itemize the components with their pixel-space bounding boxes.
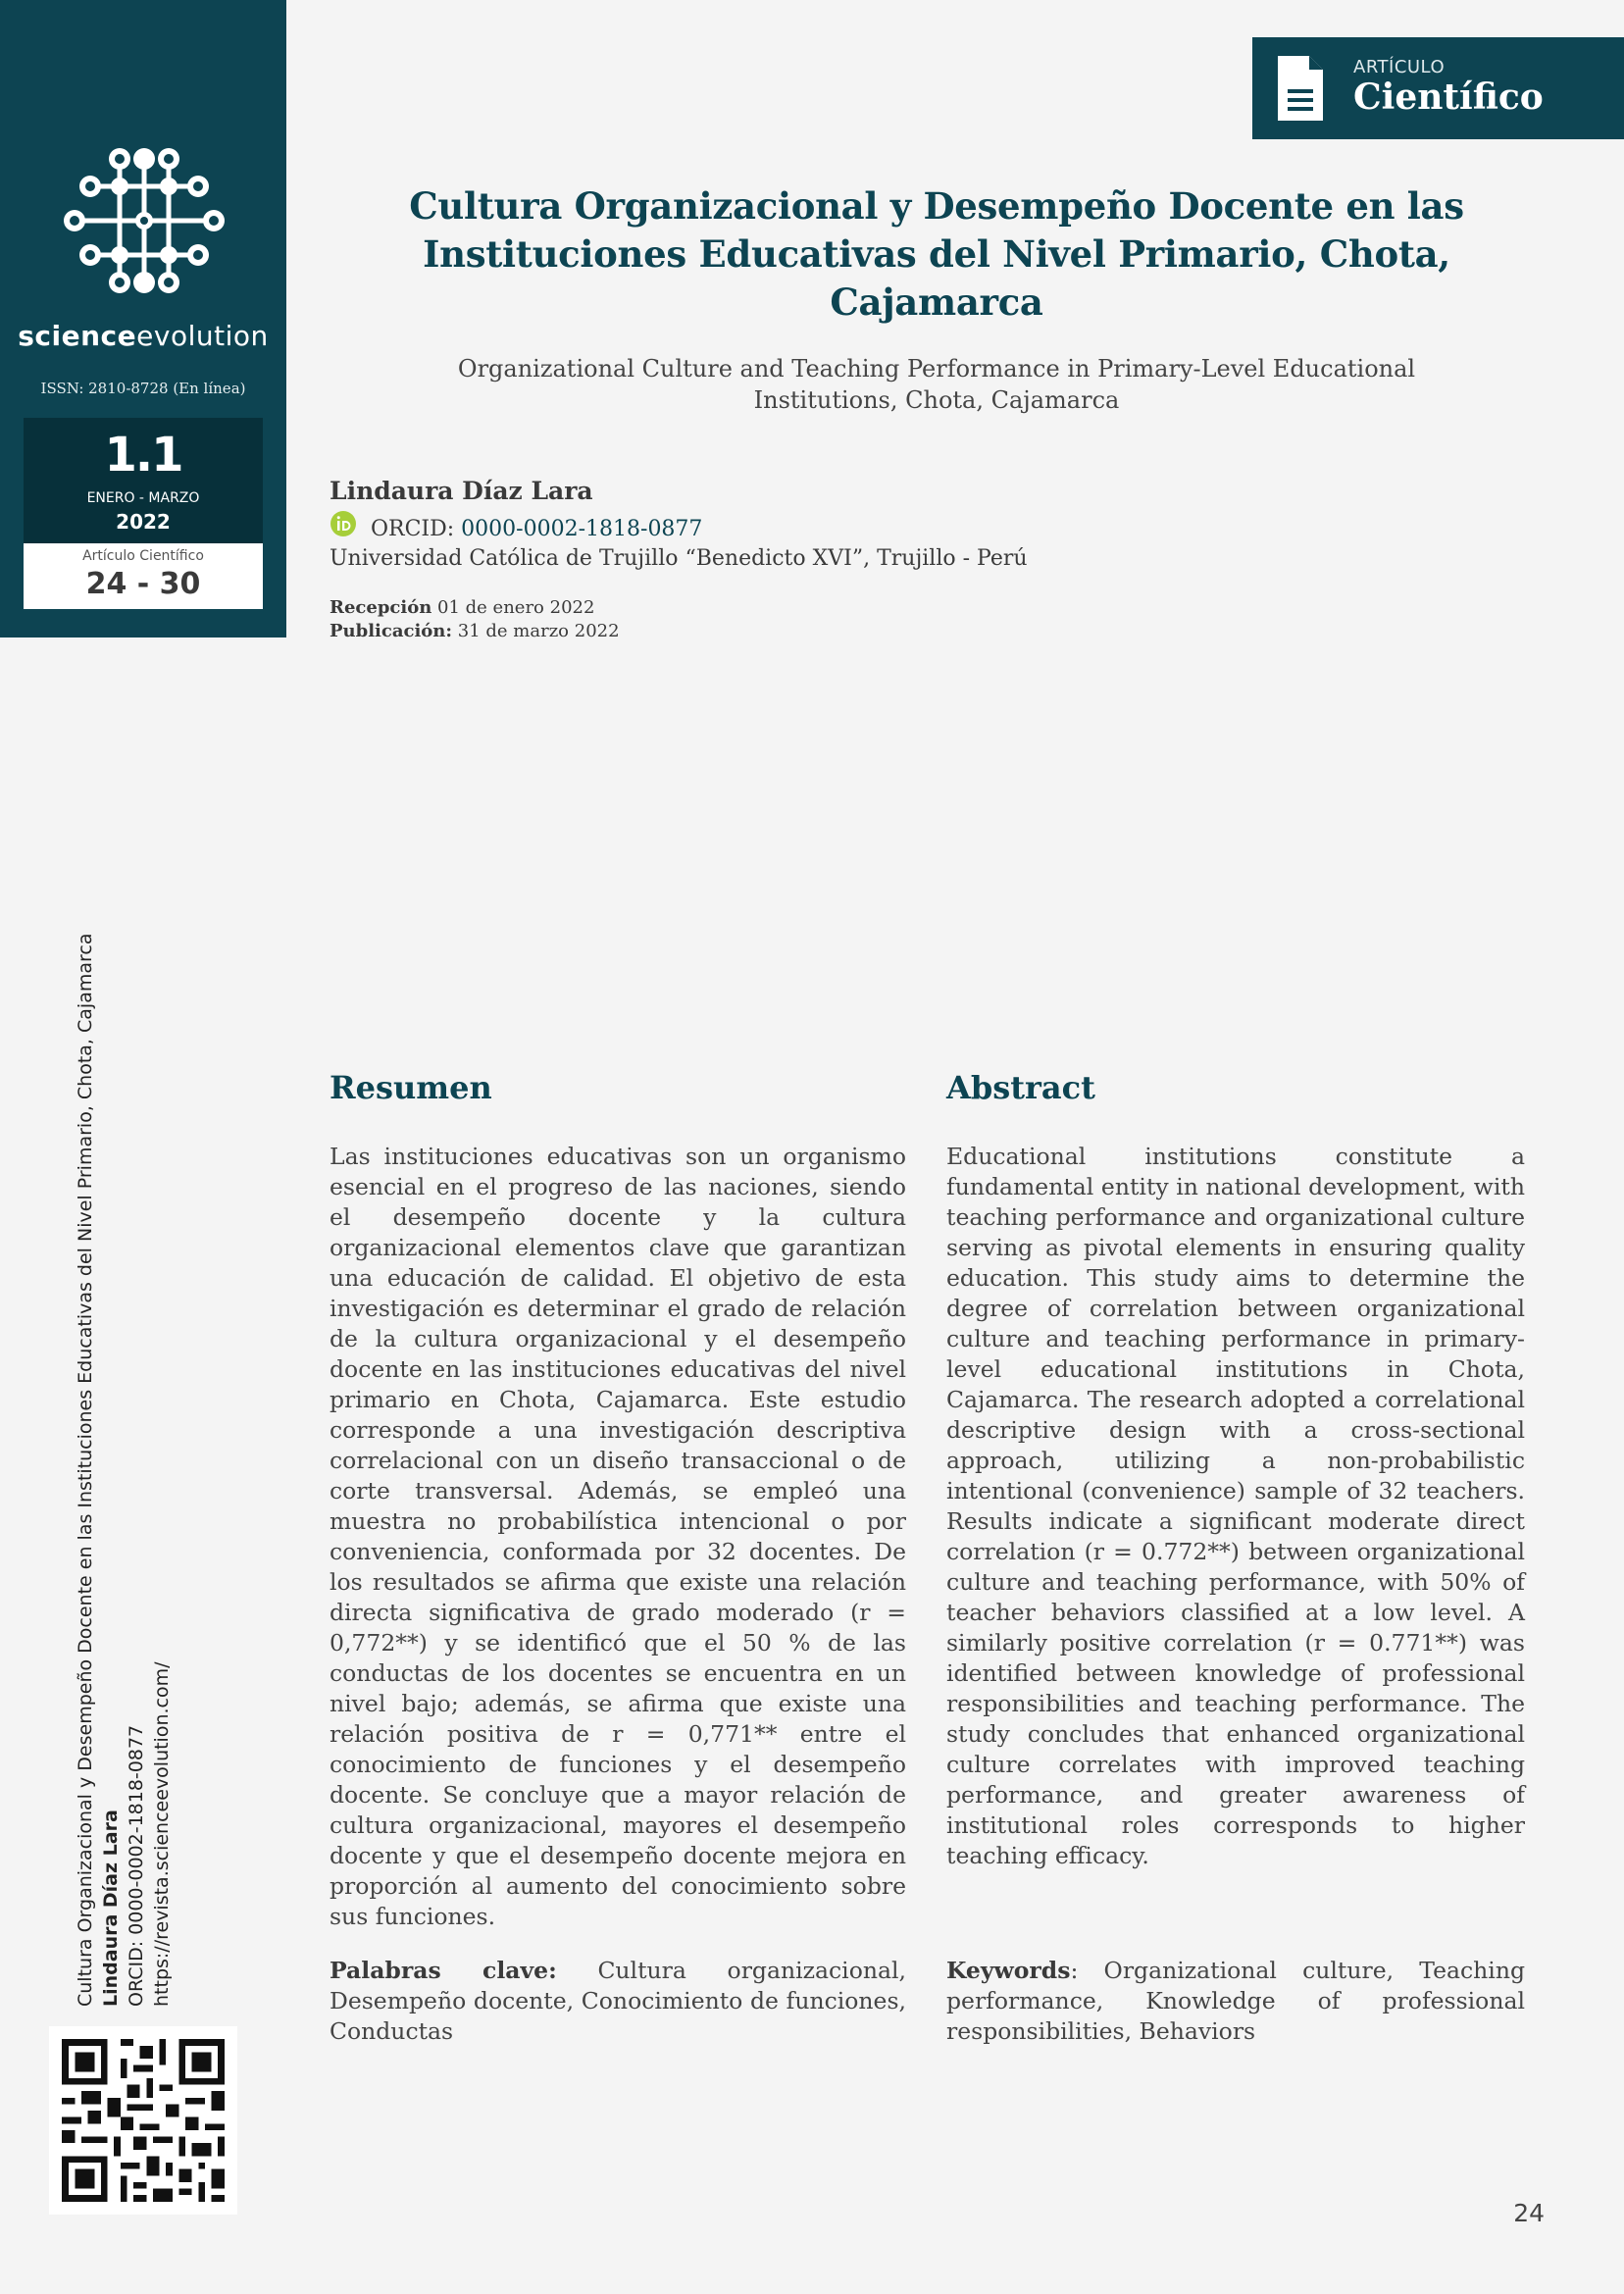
issue-year: 2022 [116, 510, 171, 534]
issn: ISSN: 2810-8728 (En línea) [40, 380, 246, 397]
orcid-line [371, 517, 702, 541]
article-dates [330, 596, 620, 643]
article-title: Cultura Organizacional y Desempeño Docente en las Instituciones Educativas del Nivel Primario, Chota, Cajamarca [409, 184, 1464, 324]
resumen-keywords-label: Palabras clave: [330, 1957, 557, 1984]
article-subtitle: Organizational Culture and Teaching Performance in Primary-Level Educational Institutions, Chota, Cajamarca [457, 355, 1416, 414]
sidebar-url[interactable]: https://revista.scienceevolution.com/ [151, 1661, 173, 2007]
pages-box [24, 543, 263, 609]
publication-date-line [330, 620, 620, 643]
resumen-keywords [330, 1956, 906, 2047]
article-type-label: Artículo Científico [82, 548, 204, 564]
badge-big-text: Científico [1353, 76, 1544, 118]
abstract-keywords-label: Keywords [946, 1957, 1071, 1984]
issue-box [24, 418, 263, 543]
resumen-keywords-text: Cultura organizacional, Desempeño docente, Conocimiento de funciones, Conductas [330, 1957, 906, 2045]
sidebar-title: Cultura Organizacional y Desempeño Docente en las Instituciones Educativas del Nivel Primario, Chota, Cajamarca [75, 933, 96, 2007]
resumen-heading: Resumen [330, 1069, 492, 1106]
orcid-icon [330, 511, 356, 536]
journal-name-regular: evolution [136, 320, 269, 352]
reception-date-line [330, 596, 620, 620]
page-range: 24 - 30 [85, 567, 201, 601]
journal-logo-icon [61, 147, 228, 294]
author-name: Lindaura Díaz Lara [330, 477, 593, 505]
journal-name-bold: science [18, 320, 137, 352]
issue-months: ENERO - MARZO [86, 490, 200, 506]
abstract-keywords [946, 1956, 1525, 2047]
article-type-badge [1252, 37, 1624, 139]
publication-label: Publicación: [330, 621, 453, 641]
document-icon [1276, 54, 1325, 123]
sidebar-orcid: ORCID: 0000-0002-1818-0877 [126, 1724, 147, 2007]
resumen-body: Las instituciones educativas son un organismo esencial en el progreso de las naciones, siendo el desempeño docente y la cultura organizacional elementos clave que garantizan una educación de calidad. El objetivo de esta investigación es determinar el grado de relación de la cultura organizacional y el desempeño docente en las instituciones educativas del nivel primario en Chota, Cajamarca. Este estudio corresponde a una investigación descriptiva correlacional con un diseño transaccional o de corte transversal. Además, se empleó una muestra no probabilística intencional o por conveniencia, conformada por 32 docentes. De los resultados se afirma que existe una relación directa significativa de grado moderado (r = 0,772**) y se identificó que el 50 % de las conductas de los docentes se encuentra en un nivel bajo; además, se afirma que existe una relación positiva de r = 0,771** entre el conocimiento de funciones y el desempeño docente. Se concluye que a mayor relación de cultura organizacional, mayores el desempeño docente y que el desempeño docente mejora en proporción al aumento del conocimiento sobre sus funciones. [330, 1143, 906, 1930]
reception-label: Recepción [330, 597, 432, 618]
orcid-label: ORCID: [371, 517, 462, 541]
publication-date: 31 de marzo 2022 [452, 621, 620, 641]
sidebar-author: Lindaura Díaz Lara [100, 1810, 122, 2007]
abstract-heading: Abstract [946, 1069, 1095, 1106]
reception-date: 01 de enero 2022 [431, 597, 595, 618]
qr-code[interactable] [49, 2026, 237, 2215]
abstract-keywords-text: : Organizational culture, Teaching performance, Knowledge of professional responsibilities, Behaviors [946, 1957, 1525, 2045]
volume-number: 1.1 [104, 428, 182, 483]
abstract-body: Educational institutions constitute a fundamental entity in national development, with teaching performance and organizational culture serving as pivotal elements in ensuring quality education. This study aims to determine the degree of correlation between organizational culture and teaching performance in primary-level educational institutions in Chota, Cajamarca. The research adopted a correlational descriptive design with a cross-sectional approach, utilizing a non-probabilistic intentional (convenience) sample of 32 teachers. Results indicate a significant moderate direct correlation (r = 0.772**) between organizational culture and teaching performance, with 50% of teacher behaviors classified at a low level. A similarly positive correlation (r = 0.771**) was identified between knowledge of professional responsibilities and teaching performance. The study concludes that enhanced organizational culture correlates with improved teaching performance, and greater awareness of institutional roles corresponds to higher teaching efficacy. [946, 1143, 1525, 1869]
orcid-link[interactable]: 0000-0002-1818-0877 [461, 517, 703, 541]
journal-name [0, 320, 286, 352]
page-number: 24 [1513, 2199, 1545, 2227]
badge-small-text: ARTÍCULO [1353, 57, 1446, 77]
sidebar-vertical-text [73, 934, 175, 2007]
author-affiliation: Universidad Católica de Trujillo “Benedicto XVI”, Trujillo - Perú [330, 546, 1028, 571]
